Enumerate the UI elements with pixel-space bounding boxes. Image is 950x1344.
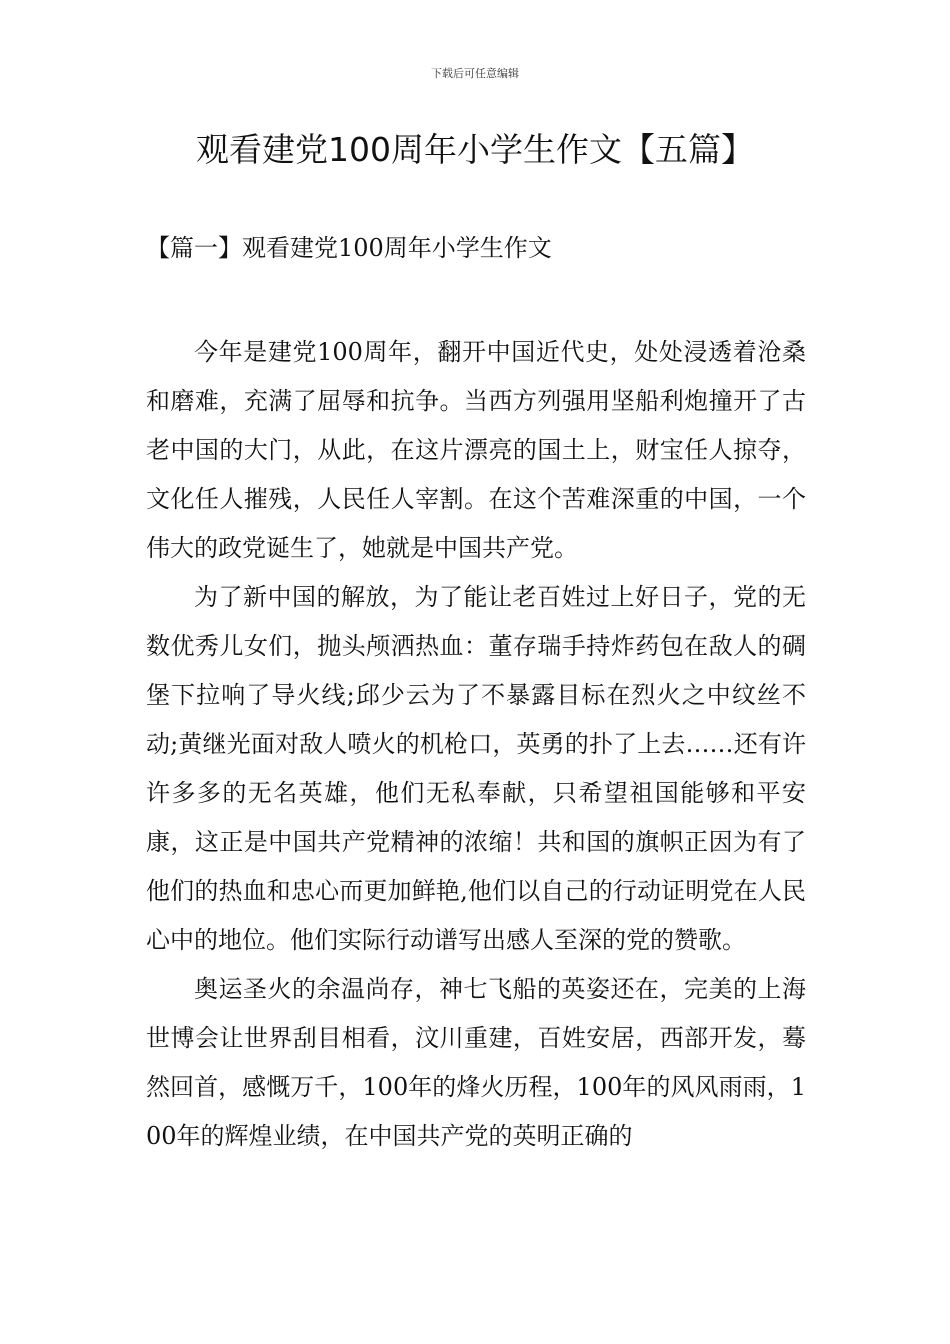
section-heading: 【篇一】观看建党100周年小学生作文 bbox=[146, 234, 552, 262]
paragraph-3: 奥运圣火的余温尚存，神七飞船的英姿还在，完美的上海世博会让世界刮目相看，汶川重建，百姓安居，西部开发，蓦然回首，感慨万千，100年的烽火历程，100年的风风雨雨，100年的辉煌业绩，在中国共产党的英明正确的 bbox=[146, 975, 806, 1150]
paragraph-2: 为了新中国的解放，为了能让老百姓过上好日子，党的无数优秀儿女们，抛头颅洒热血：董存瑞手持炸药包在敌人的碉堡下拉响了导火线;邱少云为了不暴露目标在烈火之中纹丝不动;黄继光面对敌人喷火的机枪口，英勇的扑了上去……还有许许多多的无名英雄，他们无私奉献，只希望祖国能够和平安康，这正是中国共产党精神的浓缩！共和国的旗帜正因为有了他们的热血和忠心而更加鲜艳,他们以自己的行动证明党在人民心中的地位。他们实际行动谱写出感人至深的党的赞歌。 bbox=[146, 583, 806, 954]
article-body bbox=[146, 328, 806, 1161]
paragraph-1: 今年是建党100周年，翻开中国近代史，处处浸透着沧桑和磨难，充满了屈辱和抗争。当西方列强用坚船利炮撞开了古老中国的大门，从此，在这片漂亮的国土上，财宝任人掠夺，文化任人摧残，人民任人宰割。在这个苦难深重的中国，一个伟大的政党诞生了，她就是中国共产党。 bbox=[146, 338, 806, 562]
header-note: 下载后可任意编辑 bbox=[431, 67, 519, 80]
document-title: 观看建党100周年小学生作文【五篇】 bbox=[196, 130, 754, 169]
